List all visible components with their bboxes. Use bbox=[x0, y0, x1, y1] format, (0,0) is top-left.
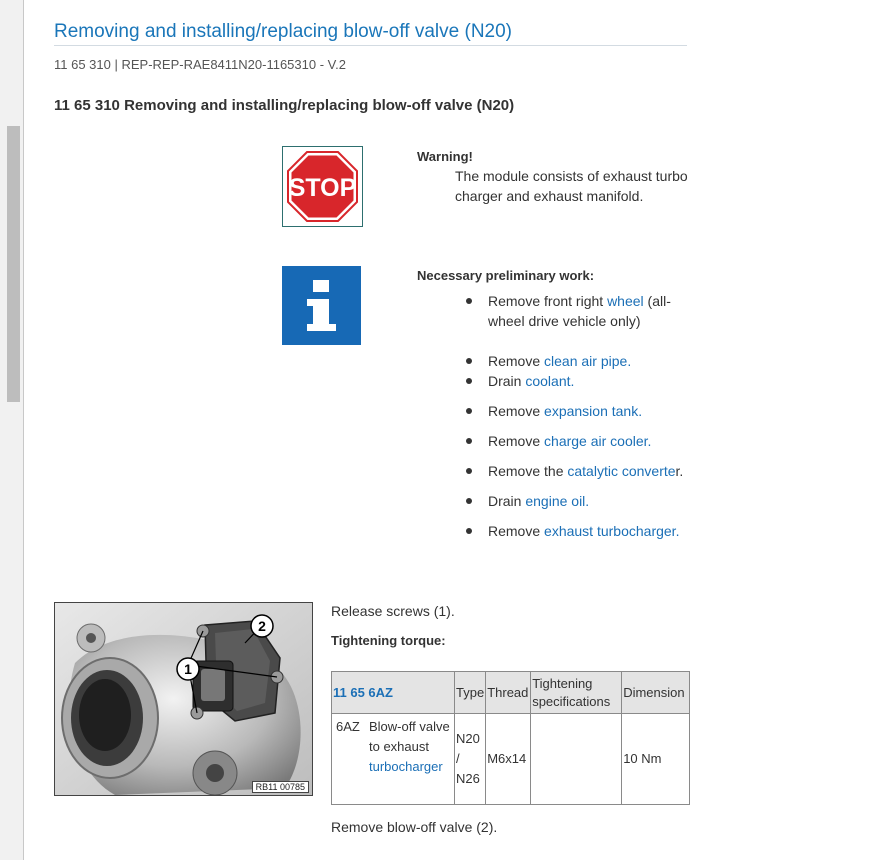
document-reference: 11 65 310 | REP-REP-RAE8411N20-1165310 - V.2 bbox=[54, 57, 346, 72]
table-header-row bbox=[332, 672, 690, 714]
left-scrollbar[interactable] bbox=[0, 0, 24, 860]
torque-table bbox=[331, 671, 690, 805]
list-item: Drain coolant. bbox=[488, 371, 698, 391]
tightening-torque-title: Tightening torque: bbox=[331, 633, 446, 648]
svg-text:2: 2 bbox=[258, 618, 266, 634]
procedure-heading: 11 65 310 Removing and installing/replacing blow-off valve (N20) bbox=[54, 97, 515, 114]
list-item: Remove charge air cooler. bbox=[488, 431, 698, 451]
header-dimension: Dimension bbox=[622, 672, 690, 714]
link-engine-oil[interactable]: engine oil bbox=[525, 493, 586, 509]
link-clean-air-pipe[interactable]: clean air pipe bbox=[544, 353, 628, 369]
table-row bbox=[332, 714, 690, 805]
link-coolant[interactable]: coolant bbox=[525, 373, 571, 389]
link-wheel[interactable]: wheel bbox=[607, 293, 644, 309]
link-expansion-tank[interactable]: expansion tank bbox=[544, 403, 639, 419]
cell-dimension: 10 Nm bbox=[622, 714, 690, 805]
link-turbocharger[interactable]: turbocharger bbox=[369, 758, 443, 774]
step-remove-valve: Remove blow-off valve (2). bbox=[331, 819, 498, 835]
page-title: Removing and installing/replacing blow-off valve (N20) bbox=[54, 21, 687, 46]
list-item: Remove the catalytic converter. bbox=[488, 461, 698, 481]
cell-thread: M6x14 bbox=[486, 714, 531, 805]
warning-title: Warning! bbox=[417, 149, 473, 164]
stop-sign-text: STOP bbox=[288, 174, 357, 202]
row-description: Blow-off valve to exhaust turbocharger bbox=[369, 718, 450, 774]
preliminary-work-title: Necessary preliminary work: bbox=[417, 268, 595, 283]
cell-spec bbox=[531, 714, 622, 805]
header-code[interactable]: 11 65 6AZ bbox=[332, 672, 455, 714]
list-item: Drain engine oil. bbox=[488, 491, 698, 511]
header-spec: Tightening specifications bbox=[531, 672, 622, 714]
scrollbar-thumb[interactable] bbox=[7, 126, 20, 402]
step-release-screws: Release screws (1). bbox=[331, 603, 455, 619]
svg-text:1: 1 bbox=[184, 661, 192, 677]
stop-sign-icon bbox=[282, 146, 363, 227]
warning-text: The module consists of exhaust turbo charger and exhaust manifold. bbox=[455, 168, 688, 204]
link-catalytic-converter[interactable]: catalytic converte bbox=[567, 463, 676, 479]
header-type: Type bbox=[455, 672, 486, 714]
figure-code: RB11 00785 bbox=[252, 781, 309, 793]
cell-code bbox=[332, 714, 455, 805]
list-item: Remove expansion tank. bbox=[488, 401, 698, 421]
list-item: Remove front right wheel (all-wheel drive vehicle only) bbox=[488, 291, 698, 331]
list-item: Remove exhaust turbocharger. bbox=[488, 521, 698, 541]
header-thread: Thread bbox=[486, 672, 531, 714]
info-icon bbox=[282, 266, 361, 345]
row-id: 6AZ bbox=[336, 718, 360, 734]
cell-type: N20 / N26 bbox=[455, 714, 486, 805]
link-charge-air-cooler[interactable]: charge air cooler bbox=[544, 433, 648, 449]
blow-off-valve-figure bbox=[54, 602, 313, 796]
link-exhaust-turbocharger[interactable]: exhaust turbocharger bbox=[544, 523, 676, 539]
list-item: Remove clean air pipe. bbox=[488, 351, 698, 371]
